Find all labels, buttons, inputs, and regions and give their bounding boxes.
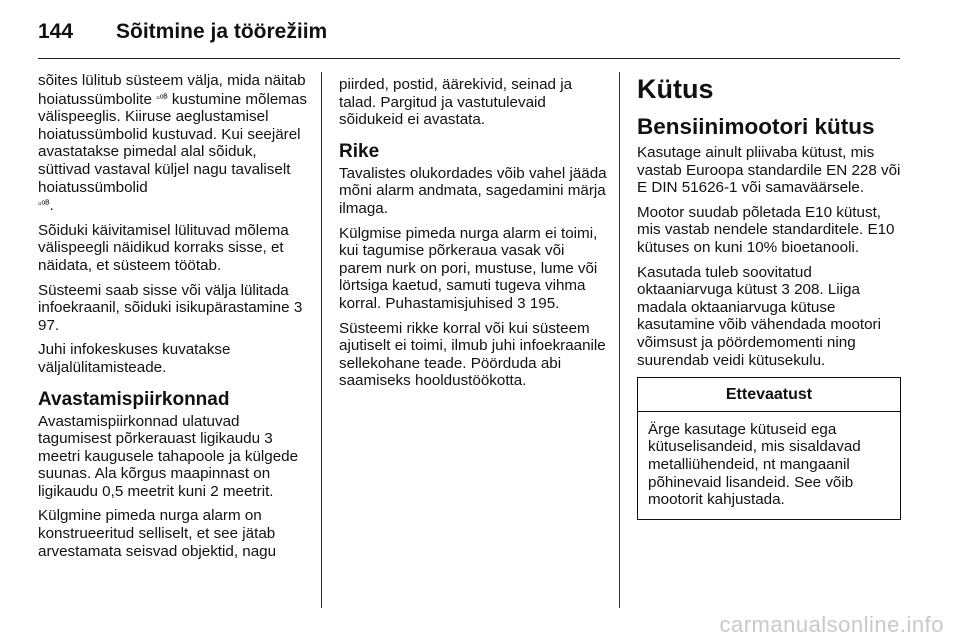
page-reference-link[interactable]: 97. (38, 316, 60, 334)
page-header (38, 16, 920, 56)
column-divider-1 (321, 72, 322, 608)
paragraph: Külgmine pimeda nurga alarm on konstrueeritud selliselt, et see jätab arvestamata seisvad objektid, nagu (38, 507, 277, 560)
paragraph: Sõiduki käivitamisel lülituvad mõlema välispeegli näidikud korraks sisse, et näidata, et süsteem töötab. (38, 221, 289, 274)
page-reference-link[interactable]: 208. Liiga madala oktaaniarvuga kütuse kasutamine võib vähendada mootori võimsust ja pöördemomenti ning suurendab veidi kütusekulu. (637, 281, 881, 369)
text: sõites lülitub süsteem välja, mida näitab hoiatussümbolite (38, 72, 306, 108)
notice-text: Ärge kasutage kütuseid ega kütuselisandeid, mis sisaldavad metalliühendeid, nt mangaanil põhinevaid lisandeid. See võib mootorit kahjustada. (648, 420, 861, 509)
section-heading-rike: Rike (339, 140, 380, 162)
page-ref-arrow-icon: 3 (781, 281, 790, 299)
paragraph: Süsteemi rikke korral või kui süsteem ajutiselt ei toimi, ilmub juhi infoekraanile sellekohane teade. Pöörduda abi saamiseks hooldustöökotta. (339, 319, 606, 390)
paragraph: Mootor suudab põletada E10 kütust, mis vastab nendele standarditele. E10 kütuses on kuni 10% bioetanooli. (637, 203, 895, 256)
header-rule (38, 58, 900, 59)
text: Süsteemi saab sisse või välja lülitada infoekraanil, sõiduki isikupärastamine (38, 281, 290, 317)
paragraph (38, 282, 310, 335)
page-ref-arrow-icon: 3 (517, 294, 526, 312)
paragraph: Kasutage ainult pliivaba kütust, mis vastab Euroopa standardile EN 228 või E DIN 51626-1 või samaväärsele. (637, 144, 901, 197)
column-2 (339, 76, 607, 397)
text: kustumine mõlemas välispeeglis. Kiiruse aeglustamisel hoiatussümbolid kustuvad. Kui seejärel avastatakse pimedal alal sõiduk, süttivad vastaval küljel nagu tavaliselt hoiatussümbolid (38, 90, 307, 196)
text: Kasutada tuleb soovitatud oktaaniarvuga kütust (637, 263, 812, 299)
section-title-kytus: Kütus (637, 74, 714, 104)
notice-title: Ettevaatust (638, 378, 900, 412)
column-3 (637, 72, 905, 520)
page-reference-link[interactable]: 195. (529, 294, 560, 312)
paragraph: piirded, postid, äärekivid, seinad ja talad. Pargitud ja vastutulevaid sõidukeid ei avastata. (339, 76, 573, 129)
section-heading-avastamispiirkonnad: Avastamispiirkonnad (38, 388, 230, 410)
blind-spot-warning-icon: ▫ᵒᴮ (156, 92, 168, 104)
blind-spot-warning-icon: ▫ᵒᴮ (38, 199, 50, 211)
chapter-title: Sõitmine ja töörežiim (116, 20, 328, 43)
column-1 (38, 72, 310, 567)
page-number: 144 (38, 20, 74, 43)
text: . (49, 197, 54, 215)
paragraph (339, 225, 607, 313)
paragraph (637, 264, 905, 370)
caution-notice-box (637, 377, 901, 520)
section-heading-bensiinimootori-kytus: Bensiinimootori kütus (637, 114, 875, 139)
paragraph: Tavalistes olukordades võib vahel jääda mõni alarm andmata, sagedamini märja ilmaga. (339, 164, 607, 217)
paragraph: Avastamispiirkonnad ulatuvad tagumisest põrkerauast ligikaudu 3 meetri kaugusele tahapoole ja külgede suunas. Ala kõrgus maapinnast on ligikaudu 0,5 meetrit kuni 2 meetrit. (38, 412, 299, 500)
page-ref-arrow-icon: 3 (293, 299, 303, 317)
paragraph (38, 72, 310, 215)
text: Külgmise pimeda nurga alarm ei toimi, kui tagumise põrkeraua vasak või parem nurk on pori, mustuse, lume või lörtsiga kaetud, samuti tugeva vihma korral. Puhastamisjuhised (339, 224, 598, 312)
watermark: carmanualsonline.info (719, 612, 944, 637)
column-divider-2 (619, 72, 620, 608)
paragraph: Juhi infokeskuses kuvatakse väljalülitamisteade. (38, 341, 231, 376)
